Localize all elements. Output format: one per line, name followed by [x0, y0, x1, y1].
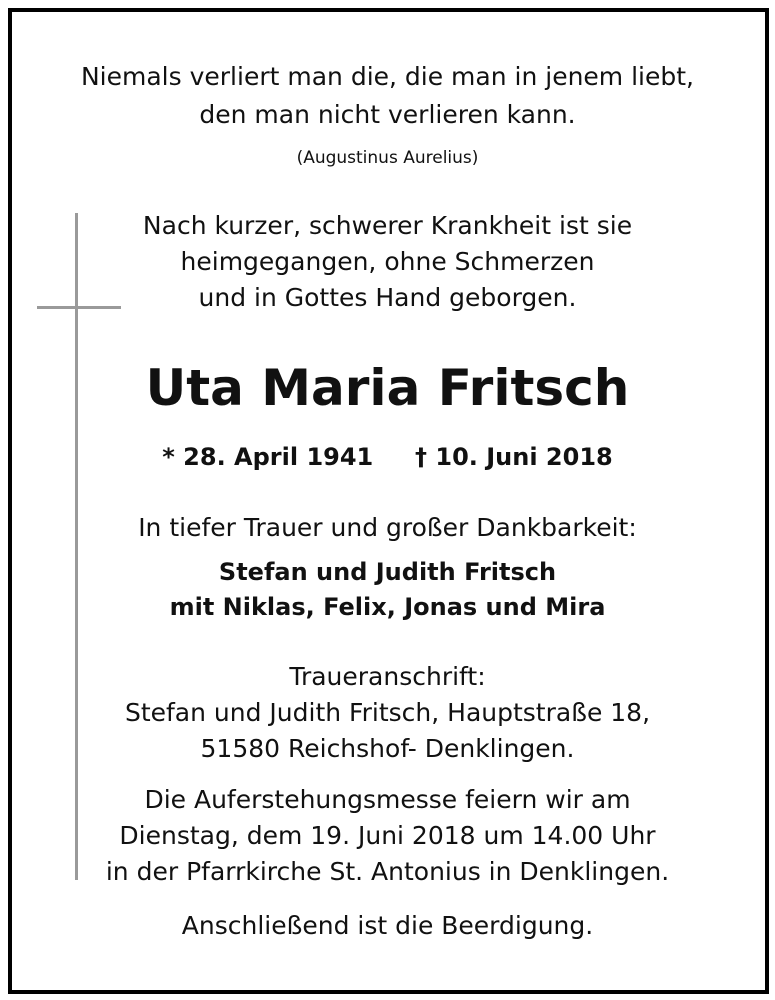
intro-line-2: heimgegangen, ohne Schmerzen	[180, 247, 595, 276]
mourners-line-1: Stefan und Judith Fritsch	[218, 558, 557, 586]
quote-author: (Augustinus Aurelius)	[296, 148, 479, 168]
deceased-name: Uta Maria Fritsch	[145, 359, 630, 417]
address-label: Traueranschrift:	[289, 662, 486, 691]
address-line-1: Stefan und Judith Fritsch, Hauptstraße 18,	[124, 698, 651, 727]
quote-line-1: Niemals verliert man die, die man in jenem liebt,	[80, 62, 694, 91]
address-line-2: 51580 Reichshof- Denklingen.	[200, 734, 575, 763]
closing-line: Anschließend ist die Beerdigung.	[181, 911, 594, 940]
service-line-3: in der Pfarrkirche St. Antonius in Denklingen.	[105, 857, 670, 886]
life-dates: * 28. April 1941 † 10. Juni 2018	[162, 443, 613, 471]
intro-line-3: und in Gottes Hand geborgen.	[198, 283, 577, 312]
quote-line-2: den man nicht verlieren kann.	[199, 100, 576, 129]
cross-vertical-bar	[75, 213, 78, 880]
service-line-1: Die Auferstehungsmesse feiern wir am	[144, 785, 631, 814]
intro-line-1: Nach kurzer, schwerer Krankheit ist sie	[142, 211, 633, 240]
service-line-2: Dienstag, dem 19. Juni 2018 um 14.00 Uhr	[119, 821, 656, 850]
mourners-line-2: mit Niklas, Felix, Jonas und Mira	[169, 593, 606, 621]
mourners-heading: In tiefer Trauer und großer Dankbarkeit:	[138, 513, 637, 542]
